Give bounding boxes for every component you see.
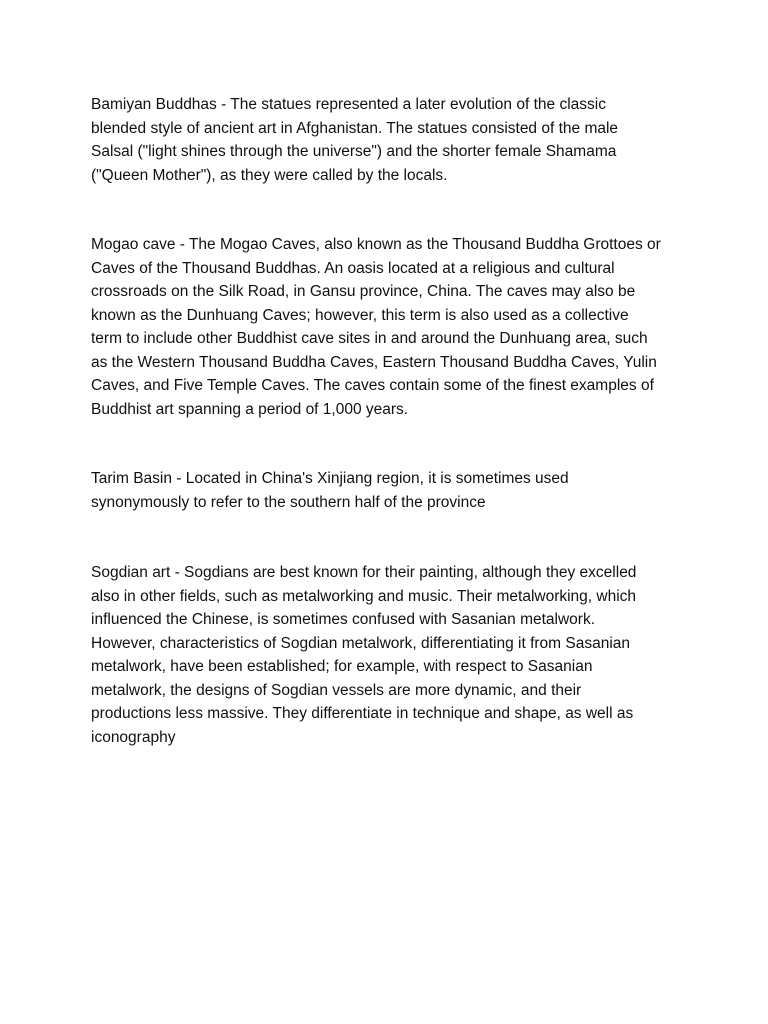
paragraph-sogdian-art: [91, 561, 681, 749]
text-line: known as the Dunhuang Caves; however, this term is also used as a collective: [91, 306, 629, 324]
text-line: iconography: [91, 728, 176, 746]
text-line: Buddhist art spanning a period of 1,000 years.: [91, 400, 409, 418]
text-line: synonymously to refer to the southern half of the province: [91, 493, 486, 511]
text-line: Caves, and Five Temple Caves. The caves contain some of the finest examples of: [91, 377, 654, 394]
text-line: metalwork, have been established; for example, with respect to Sasanian: [91, 658, 593, 675]
text-line: also in other fields, such as metalworking and music. Their metalworking, which: [91, 587, 637, 605]
text-line: However, characteristics of Sogdian metalwork, differentiating it from Sasanian: [91, 634, 631, 652]
text-line: as the Western Thousand Buddha Caves, Eastern Thousand Buddha Caves, Yulin: [91, 353, 657, 371]
text-line: metalwork, the designs of Sogdian vessels are more dynamic, and their: [91, 681, 582, 699]
text-line: blended style of ancient art in Afghanistan. The statues consisted of the male: [91, 119, 619, 137]
text-line: term to include other Buddhist cave sites in and around the Dunhuang area, such: [91, 330, 648, 347]
text-line: productions less massive. They differentiate in technique and shape, as well as: [91, 705, 634, 722]
text-line: Salsal ("light shines through the universe") and the shorter female Shamama: [91, 143, 617, 160]
paragraph-mogao-cave: [91, 233, 681, 421]
text-line: Tarim Basin - Located in China's Xinjiang region, it is sometimes used: [91, 470, 569, 487]
text-line: Caves of the Thousand Buddhas. An oasis located at a religious and cultural: [91, 259, 615, 277]
text-line: influenced the Chinese, is sometimes confused with Sasanian metalwork.: [91, 611, 596, 628]
text-line: Sogdian art - Sogdians are best known for their painting, although they excelled: [91, 564, 637, 581]
text-line: Mogao cave - The Mogao Caves, also known as the Thousand Buddha Grottoes or: [91, 236, 661, 253]
text-line: ("Queen Mother"), as they were called by the locals.: [91, 166, 448, 184]
paragraph-tarim-basin: [91, 467, 681, 514]
paragraph-bamiyan-buddhas: [91, 93, 681, 187]
text-line: Bamiyan Buddhas - The statues represented a later evolution of the classic: [91, 96, 606, 113]
text-line: crossroads on the Silk Road, in Gansu province, China. The caves may also be: [91, 283, 636, 300]
